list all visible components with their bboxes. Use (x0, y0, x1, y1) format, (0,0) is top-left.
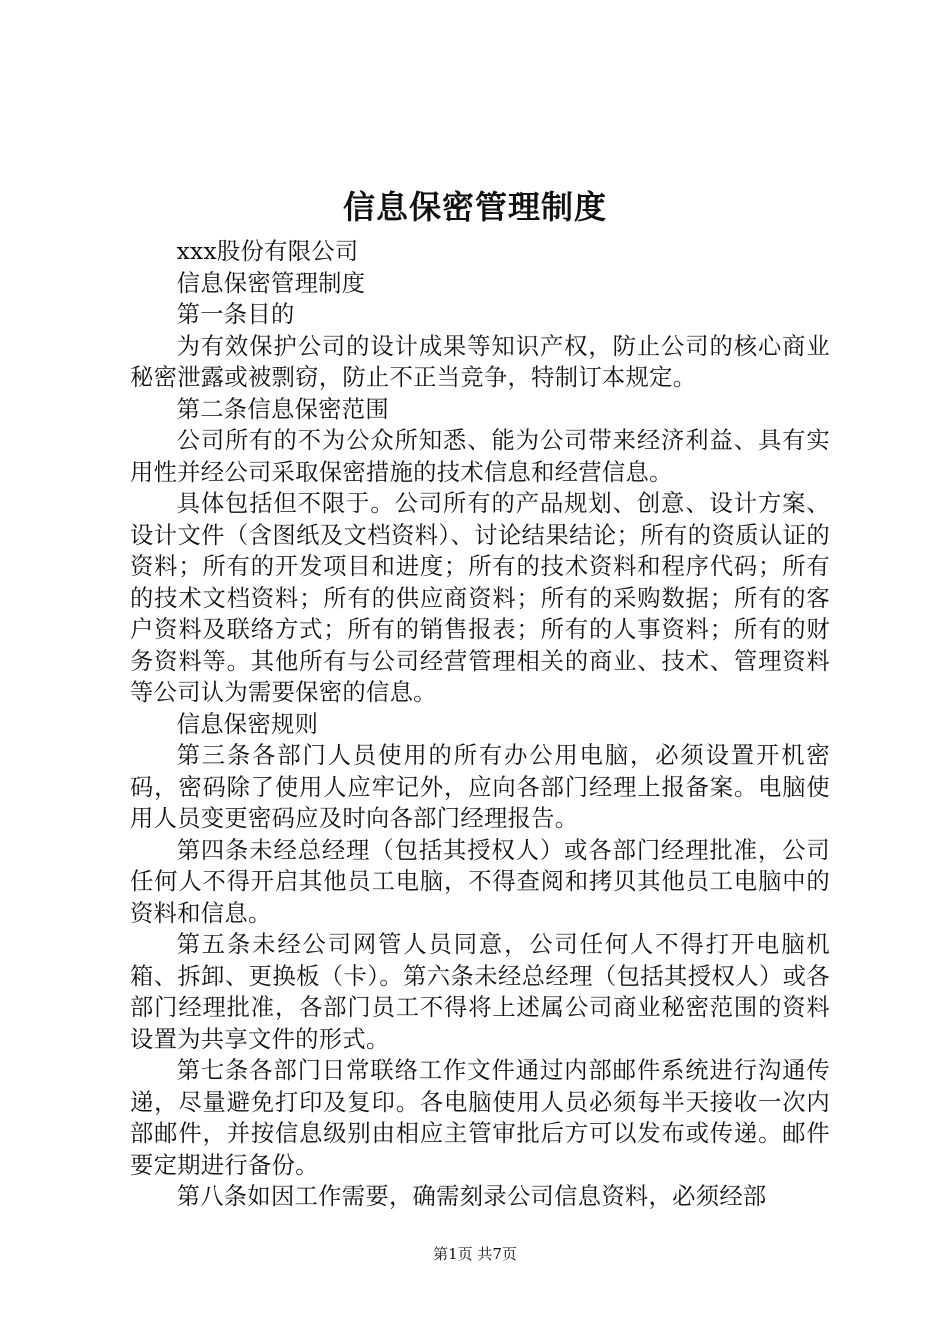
article-3: 第三条各部门人员使用的所有办公用电脑，必须设置开机密码，密码除了使用人应牢记外，应向各部门经理上报备案。电脑使用人员变更密码应及时向各部门经理报告。 (130, 742, 830, 832)
article-2-heading: 第二条信息保密范围 (176, 395, 389, 423)
rules-heading: 信息保密规则 (176, 710, 319, 738)
scope-details: 具体包括但不限于。公司所有的产品规划、创意、设计方案、设计文件（含图纸及文档资料）、讨论结果结论；所有的资质认证的资料；所有的开发项目和进度；所有的技术资料和程序代码；所有的技术文档资料；所有的供应商资料；所有的采购数据；所有的客户资料及联络方式；所有的销售报表；所有的人事资料；所有的财务资料等。其他所有与公司经营管理相关的商业、技术、管理资料等公司认为需要保密的信息。 (130, 490, 830, 706)
article-4: 第四条未经总经理（包括其授权人）或各部门经理批准，公司任何人不得开启其他员工电脑，不得查阅和拷贝其他员工电脑中的资料和信息。 (130, 836, 830, 927)
article-5-6: 第五条未经公司网管人员同意，公司任何人不得打开电脑机箱、拆卸、更换板（卡）。第六条未经总经理（包括其授权人）或各部门经理批准，各部门员工不得将上述属公司商业秘密范围的资料设置为共享文件的形式。 (130, 931, 830, 1053)
article-2-body: 公司所有的不为公众所知悉、能为公司带来经济利益、具有实用性并经公司采取保密措施的技术信息和经营信息。 (130, 427, 830, 486)
article-7: 第七条各部门日常联络工作文件通过内部邮件系统进行沟通传递，尽量避免打印及复印。各电脑使用人员必须每半天接收一次内部邮件，并按信息级别由相应主管审批后方可以发布或传递。邮件要定期进行备份。 (130, 1057, 830, 1179)
company-name: xxx股份有限公司 (176, 238, 359, 265)
article-1-body: 为有效保护公司的设计成果等知识产权，防止公司的核心商业秘密泄露或被剽窃，防止不正当竞争，特制订本规定。 (130, 332, 830, 391)
subtitle: 信息保密管理制度 (176, 269, 366, 297)
page-number: 第1页 共7页 (433, 1245, 517, 1263)
article-1-heading: 第一条目的 (176, 301, 295, 328)
article-8: 第八条如因工作需要，确需刻录公司信息资料，必须经部 (176, 1183, 767, 1210)
document-title: 信息保密管理制度 (342, 188, 607, 226)
document-body (130, 236, 830, 1213)
